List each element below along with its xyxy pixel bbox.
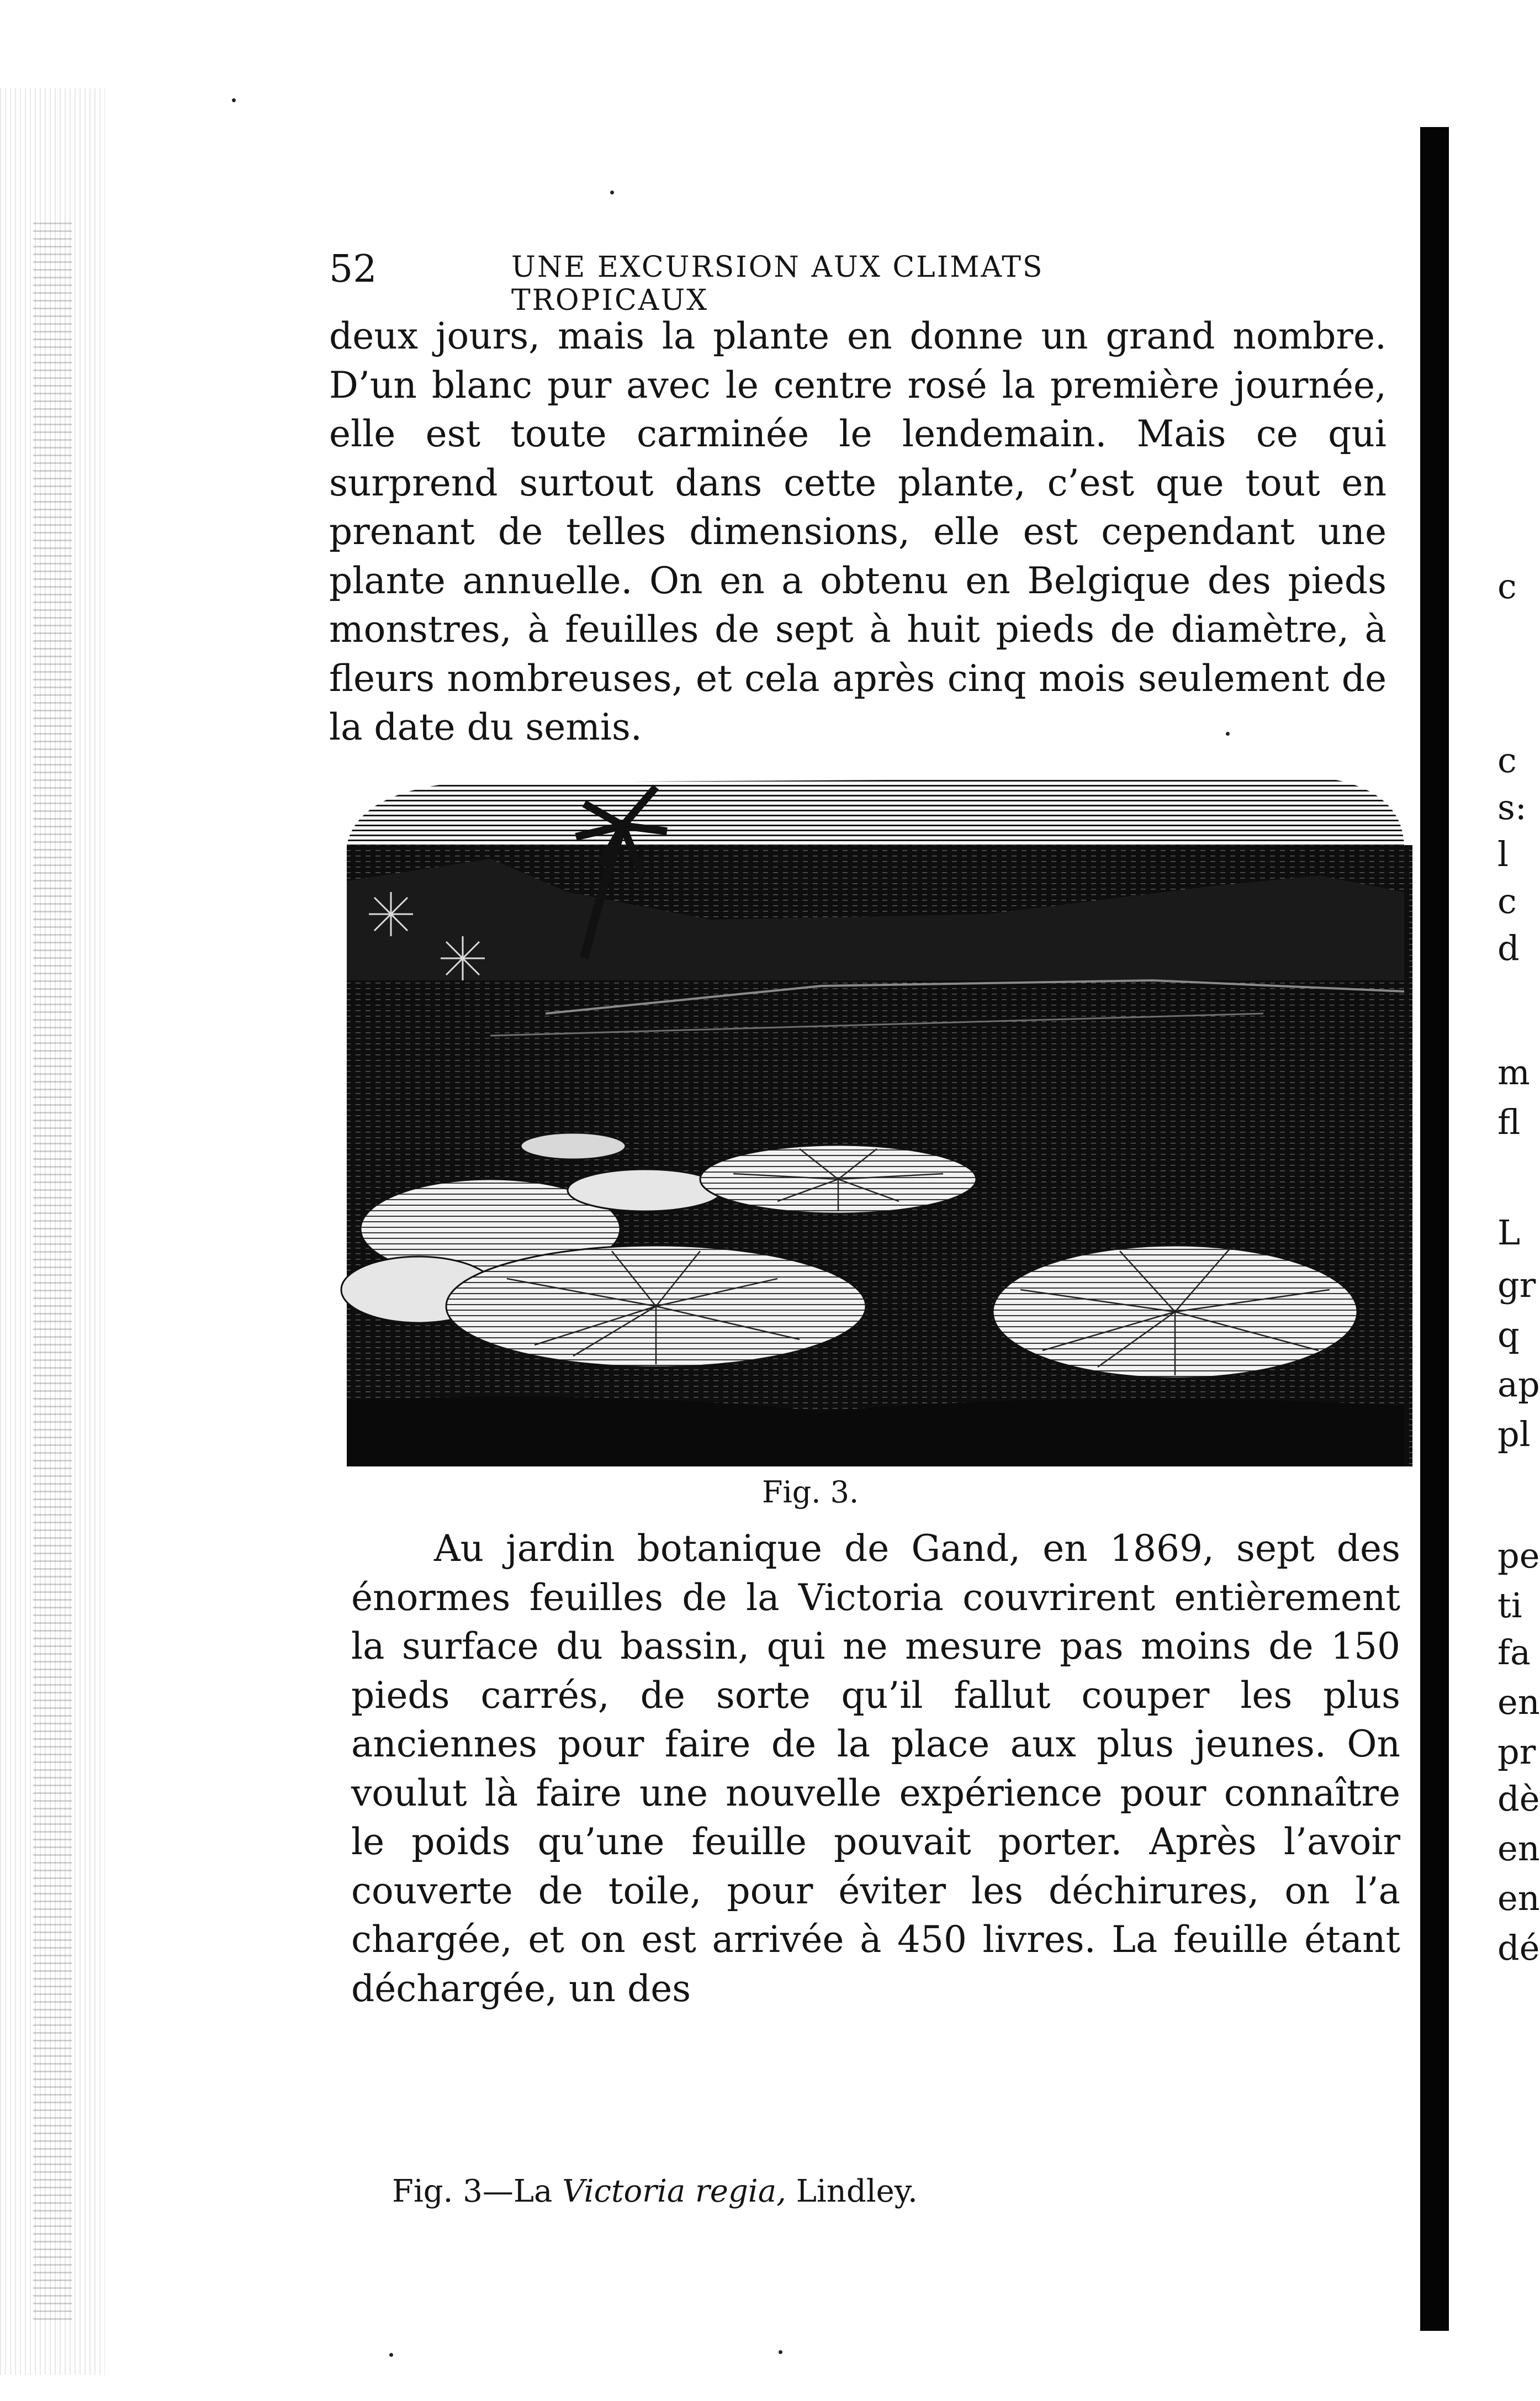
adjacent-page-fragment: fl: [1497, 1102, 1521, 1142]
scan-speck: [389, 2353, 393, 2357]
scan-speck: [610, 191, 614, 194]
scan-speck: [779, 2350, 782, 2354]
adjacent-page-fragment: L: [1497, 1212, 1521, 1253]
adjacent-page-fragment: dé: [1497, 1928, 1540, 1968]
caption-suffix: Lindley.: [786, 2173, 918, 2209]
gutter-scan-noise: [33, 221, 72, 2320]
scan-speck: [232, 98, 236, 102]
adjacent-page-fragment: en: [1497, 1828, 1540, 1869]
adjacent-page-fragment: d: [1497, 928, 1520, 968]
adjacent-page-fragment: en: [1497, 1682, 1540, 1722]
adjacent-page-fragment: l: [1497, 834, 1509, 874]
paragraph-1: deux jours, mais la plante en donne un grand nombre. D’un blanc pur avec le centre rosé la première journée, elle est toute carminée le lendemain. Mais ce qui surprend surtout dans cette plante, c’est que tout en prenant de telles dimensions, elle est cependant une plante annuelle. On en a obtenu en Belgique des pieds monstres, à feuilles de sept à huit pieds de diamètre, à fleurs nombreuses, et cela après cinq mois seulement de la date du semis.: [329, 315, 1386, 748]
adjacent-page-fragment: m: [1497, 1052, 1530, 1093]
adjacent-page-fragment: q: [1497, 1315, 1520, 1355]
victoria-regia-engraving: [325, 748, 1412, 1466]
adjacent-page-fragment: fa: [1497, 1632, 1531, 1672]
figure-caption: [392, 2173, 918, 2209]
paragraph-2: Au jardin botanique de Gand, en 1869, sept des énormes feuilles de la Victoria couvrirent entièrement la surface du bassin, qui ne mesure pas moins de 150 pieds carrés, de sorte qu’il fallut couper les plus anciennes pour faire de la place aux plus jeunes. On voulut là faire une nouvelle expérience pour connaître le poids qu’une feuille pouvait porter. Après l’avoir couverte de toile, pour éviter les déchirures, on l’a chargée, et on est arrivée à 450 livres. La feuille étant déchargée, un des: [351, 1527, 1400, 2010]
adjacent-page-fragment: c: [1497, 566, 1517, 606]
adjacent-page-fragment: ti: [1497, 1585, 1522, 1626]
adjacent-page-fragment: gr: [1497, 1265, 1536, 1305]
book-spine-shadow: [1420, 127, 1449, 2331]
adjacent-page-fragment: s:: [1497, 787, 1527, 827]
adjacent-page-fragment: pl: [1497, 1414, 1531, 1454]
caption-species: Victoria regia,: [562, 2173, 786, 2209]
page-header: [329, 247, 1213, 317]
adjacent-page-fragment: c: [1497, 740, 1517, 780]
adjacent-page-fragment: ap: [1497, 1364, 1540, 1405]
running-title: UNE EXCURSION AUX CLIMATS TROPICAUX: [511, 251, 1044, 317]
adjacent-page-fragment: en: [1497, 1878, 1540, 1918]
caption-prefix: Fig. 3—La: [392, 2173, 563, 2209]
figure-label: Fig. 3.: [762, 1475, 859, 1510]
adjacent-page-fragment: pr: [1497, 1732, 1536, 1772]
adjacent-page-fragment: dè: [1497, 1779, 1540, 1819]
adjacent-page-fragment: pe: [1497, 1535, 1540, 1576]
page-number: 52: [329, 247, 377, 291]
adjacent-page-fragment: c: [1497, 881, 1517, 921]
